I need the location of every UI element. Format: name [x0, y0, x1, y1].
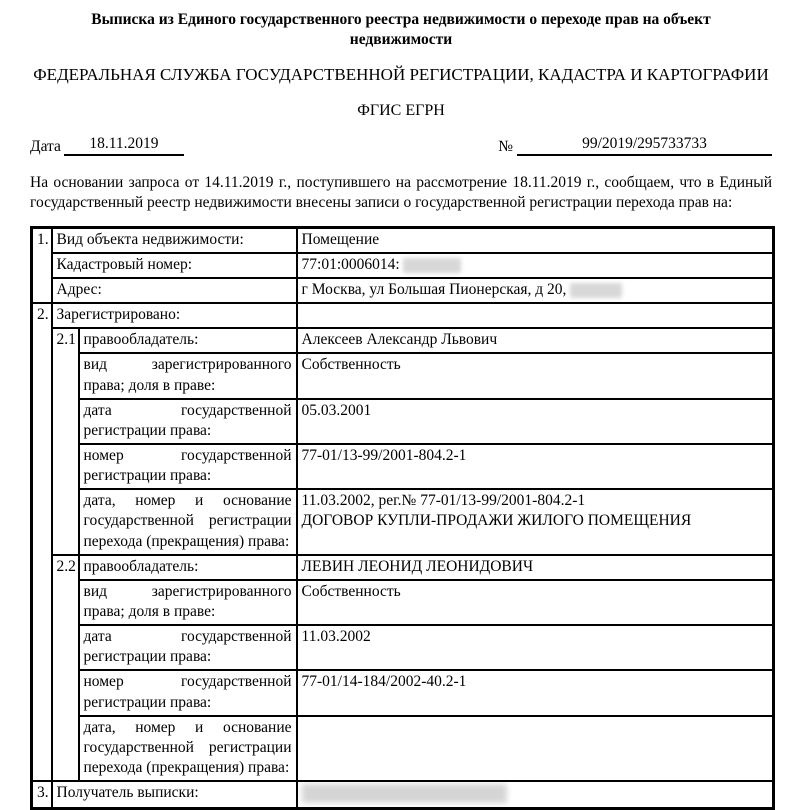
- redacted-area: [302, 784, 507, 803]
- table-row: [32, 399, 774, 444]
- row-label: Адрес:: [52, 278, 297, 303]
- date-value: 18.11.2019: [64, 135, 184, 156]
- table-row: [32, 303, 774, 328]
- transfer-basis-line2: ДОГОВОР КУПЛИ-ПРОДАЖИ ЖИЛОГО ПОМЕЩЕНИЯ: [301, 512, 692, 530]
- section-number: 1.: [32, 227, 52, 303]
- number-value: 99/2019/295733733: [517, 135, 772, 156]
- row-label: дата государственной регистрации права:: [79, 625, 297, 670]
- object-type-value: Помещение: [297, 227, 774, 253]
- table-row: [32, 625, 774, 670]
- row-label: Зарегистрировано:: [52, 303, 297, 328]
- row-label: правообладатель:: [79, 555, 297, 580]
- table-row: [32, 781, 774, 809]
- date-label: Дата: [30, 138, 61, 156]
- redacted-area: [403, 258, 461, 273]
- row-label: дата, номер и основание государственной регистрации перехода (прекращения) права:: [79, 489, 297, 554]
- table-row: [32, 555, 774, 580]
- section-number: 2.: [32, 303, 52, 781]
- agency-name: ФЕДЕРАЛЬНАЯ СЛУЖБА ГОСУДАРСТВЕННОЙ РЕГИСТРАЦИИ, КАДАСТРА И КАРТОГРАФИИ: [33, 65, 769, 85]
- row-label: Кадастровый номер:: [52, 253, 297, 278]
- table-row: [32, 444, 774, 489]
- rightsholder-value: ЛЕВИН ЛЕОНИД ЛЕОНИДОВИЧ: [297, 555, 774, 580]
- row-label: дата государственной регистрации права:: [79, 399, 297, 444]
- empty-value: [297, 303, 774, 328]
- address-value: [297, 278, 774, 303]
- transfer-basis-value: [297, 716, 774, 781]
- transfer-basis-line1: 11.03.2002, рег.№ 77-01/13-99/2001-804.2-1: [301, 492, 586, 510]
- number-label: №: [498, 138, 513, 156]
- row-label: номер государственной регистрации права:: [79, 670, 297, 715]
- registration-date-value: 11.03.2002: [297, 625, 774, 670]
- table-row: [32, 580, 774, 625]
- right-type-value: Собственность: [297, 353, 774, 398]
- cadastral-number-text: 77:01:0006014:: [301, 255, 400, 273]
- intro-paragraph: На основании запроса от 14.11.2019 г., поступившего на рассмотрение 18.11.2019 г., сообщаем, что в Единый государственный реестр недвижимости внесены записи о государственной регистрации перехода прав на:: [30, 174, 772, 211]
- address-text: г Москва, ул Большая Пионерская, д 20,: [301, 280, 567, 298]
- row-label: вид зарегистрированного права; доля в праве:: [79, 580, 297, 625]
- entry-number: 2.1: [52, 328, 79, 554]
- system-name: ФГИС ЕГРН: [357, 102, 445, 120]
- row-label: Вид объекта недвижимости:: [52, 227, 297, 253]
- redacted-area: [570, 283, 622, 298]
- table-row: [32, 670, 774, 715]
- row-label: дата, номер и основание государственной регистрации перехода (прекращения) права:: [79, 716, 297, 781]
- table-row: [32, 278, 774, 303]
- table-row: [32, 489, 774, 554]
- table-row: [32, 716, 774, 781]
- registration-number-value: 77-01/14-184/2002-40.2-1: [297, 670, 774, 715]
- row-label: вид зарегистрированного права; доля в праве:: [79, 353, 297, 398]
- table-row: [32, 353, 774, 398]
- document-title: Выписка из Единого государственного реестра недвижимости о переходе прав на объект недвижимости: [91, 11, 711, 48]
- right-type-value: Собственность: [297, 580, 774, 625]
- date-number-row: [30, 135, 772, 156]
- row-label: правообладатель:: [79, 328, 297, 353]
- section-number: 3.: [32, 781, 52, 809]
- recipient-value: [297, 781, 774, 809]
- cadastral-number-value: [297, 253, 774, 278]
- table-row: [32, 253, 774, 278]
- transfer-basis-value: [297, 489, 774, 554]
- registration-date-value: 05.03.2001: [297, 399, 774, 444]
- row-label: номер государственной регистрации права:: [79, 444, 297, 489]
- table-row: [32, 227, 774, 253]
- entry-number: 2.2: [52, 555, 79, 781]
- rights-transfer-table: [30, 226, 775, 810]
- table-row: [32, 328, 774, 353]
- rightsholder-value: Алексеев Александр Львович: [297, 328, 774, 353]
- row-label: Получатель выписки:: [52, 781, 297, 809]
- registration-number-value: 77-01/13-99/2001-804.2-1: [297, 444, 774, 489]
